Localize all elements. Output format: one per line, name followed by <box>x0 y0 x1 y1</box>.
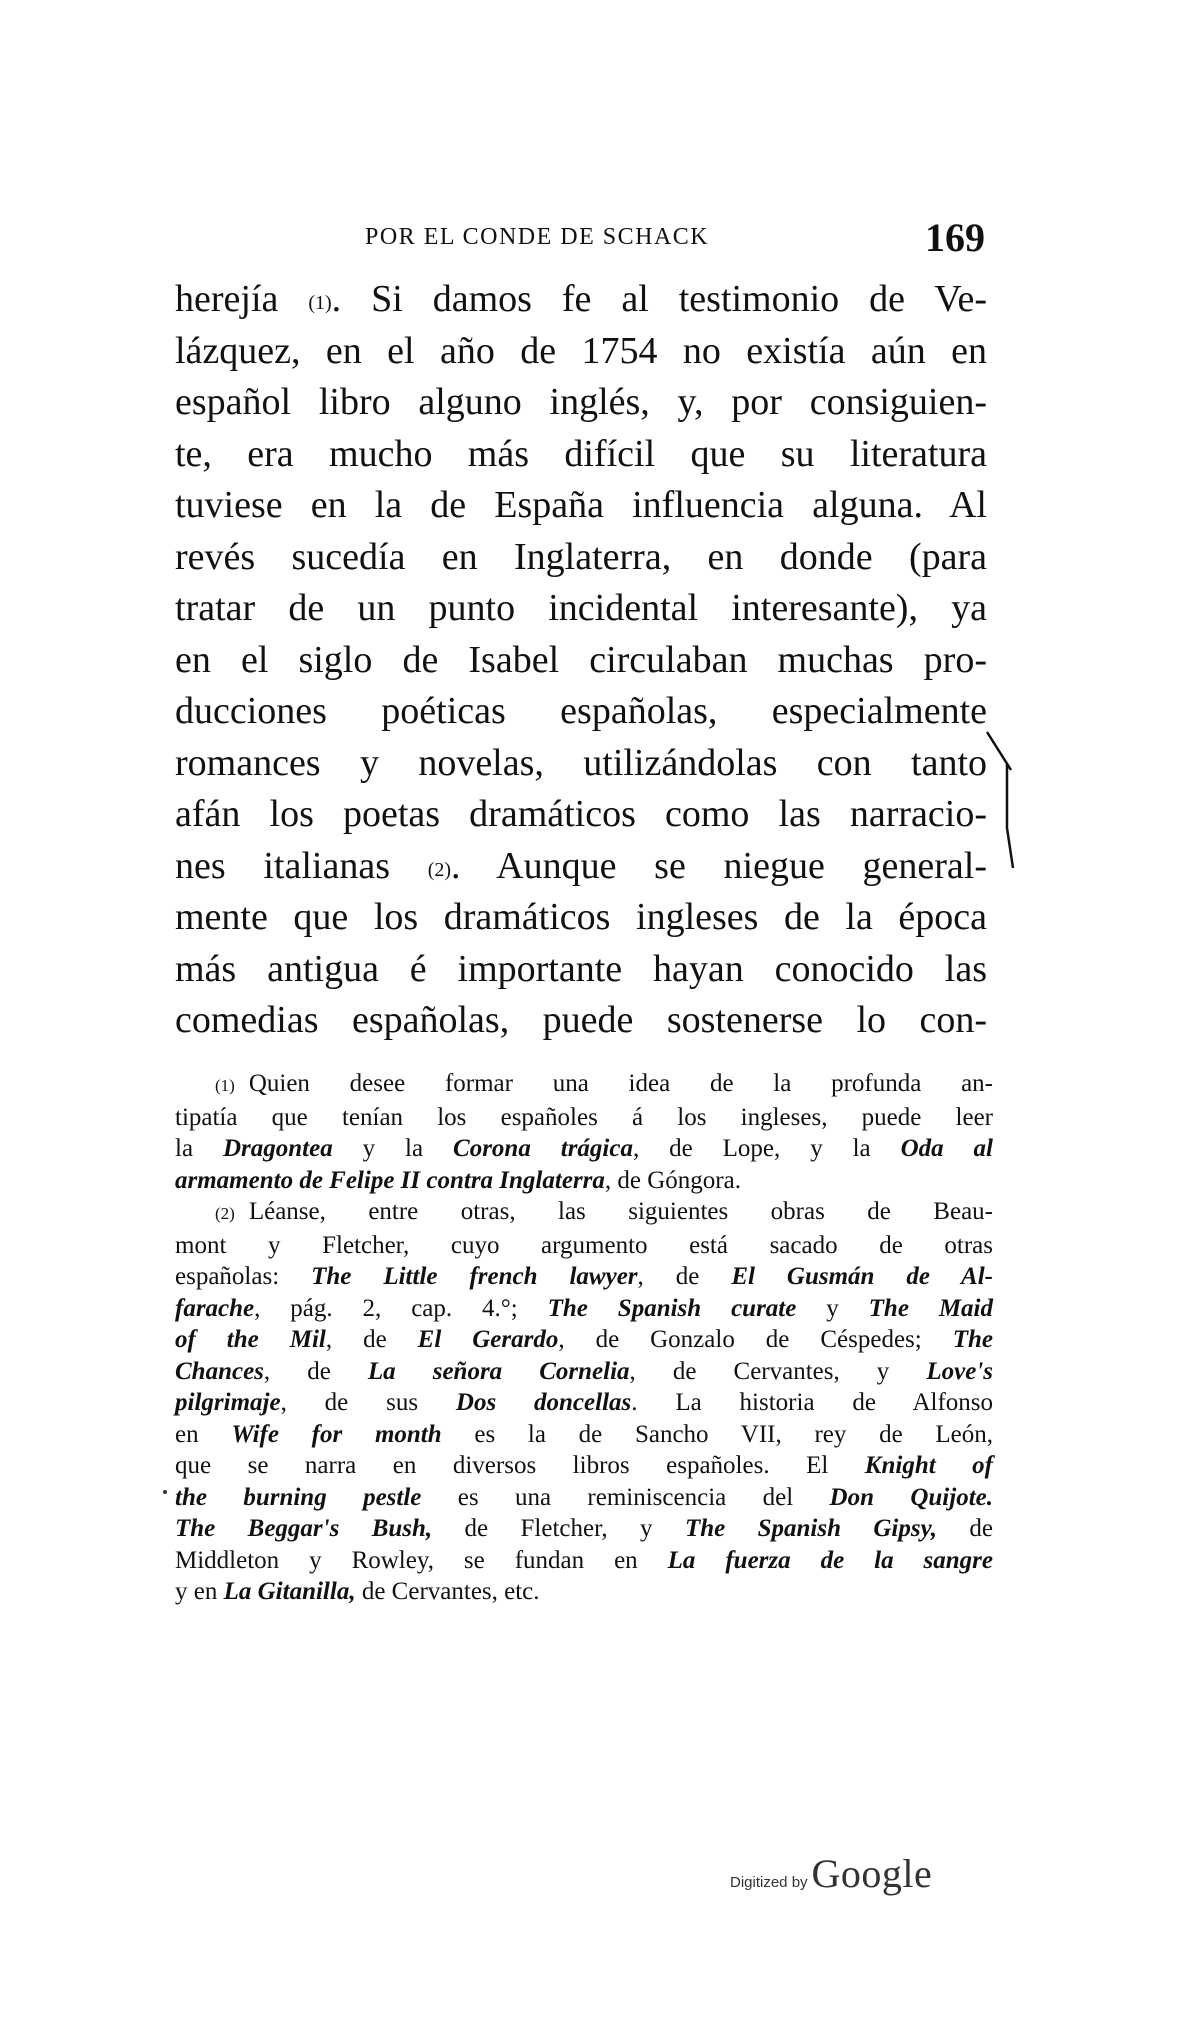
footnote-2-line: (2) Léanse, entre otras, las siguientes obras de Beau- <box>215 1198 993 1225</box>
work-title: Don Quijote. <box>829 1483 993 1511</box>
footnote-2-line: of the Mil, de El Gerardo, de Gonzalo de Céspedes; The <box>175 1326 993 1353</box>
work-title: La señora Cornelia <box>367 1357 630 1385</box>
footnote-2-line: pilgrimaje, de sus Dos doncellas. La historia de Alfonso <box>175 1389 993 1416</box>
text-line: revés sucedía en Inglaterra, en donde (para <box>175 535 987 578</box>
footnote-2-line: Chances, de La señora Cornelia, de Cervantes, y Love's <box>175 1357 993 1385</box>
work-title: The Maid <box>868 1294 993 1322</box>
text-line: ducciones poéticas españolas, especialmente <box>175 690 987 732</box>
page-number: 169 <box>925 215 985 260</box>
page-header <box>175 215 985 260</box>
footnote-1-line: (1) Quien desee formar una idea de la profunda an- <box>215 1070 993 1097</box>
google-logo: Google <box>811 1851 933 1896</box>
text-line: en el siglo de Isabel circulaban muchas pro- <box>175 638 987 681</box>
work-title: Knight of <box>864 1452 993 1479</box>
footnote-2-line: farache, pág. 2, cap. 4.°; The Spanish curate y The Maid <box>175 1294 993 1322</box>
digitized-by-google-watermark <box>730 1850 932 1897</box>
footnote-1-line: armamento de Felipe II contra Inglaterra, de Góngora. <box>175 1166 741 1194</box>
footnote-ref: (2) <box>427 858 452 881</box>
text-line: afán los poetas dramáticos como las narracio- <box>175 793 987 835</box>
footnote-2-line: The Beggar's Bush, de Fletcher, y The Spanish Gipsy, de <box>175 1515 993 1542</box>
work-title: The Spanish curate <box>547 1294 797 1322</box>
footnote-2-line: the burning pestle es una reminiscencia del Don Quijote. <box>175 1483 993 1511</box>
ink-dot-mark <box>163 1490 167 1494</box>
text-line: mente que los dramáticos ingleses de la época <box>175 896 987 938</box>
work-title: The <box>952 1326 993 1353</box>
work-title: La fuerza de la sangre <box>667 1546 993 1574</box>
work-title: The Beggar's Bush, <box>175 1515 433 1542</box>
footnote-2-line: españolas: The Little french lawyer, de El Gusmán de Al- <box>175 1263 993 1290</box>
text-line: comedias españolas, puede sostenerse lo con- <box>175 999 987 1041</box>
work-title: pilgrimaje <box>175 1389 281 1416</box>
text-line: lázquez, en el año de 1754 no existía aún en <box>175 329 987 372</box>
footnote-2-line: mont y Fletcher, cuyo argumento está sacado de otras <box>175 1231 993 1259</box>
text-line: herejía $^{(1)}$. Si damos fe al testimonio de Ve- <box>175 278 987 320</box>
footnote-2-line: que se narra en diversos libros españoles. El Knight of <box>175 1452 993 1479</box>
work-title: the burning pestle <box>175 1483 422 1511</box>
margin-bracket-mark <box>985 728 1015 893</box>
footnote-2-marker: (2) <box>215 1204 235 1223</box>
text-line: más antigua é importante hayan conocido las <box>175 947 987 990</box>
text-line: tuviese en la de España influencia alguna. Al <box>175 484 987 526</box>
work-title: Corona trágica <box>453 1135 633 1162</box>
footnote-2-line: Middleton y Rowley, se fundan en La fuerza de la sangre <box>175 1546 993 1574</box>
work-title: of the Mil <box>175 1326 326 1353</box>
text-line: español libro alguno inglés, y, por consiguien- <box>175 381 987 423</box>
footnote-1-line: tipatía que tenían los españoles á los ingleses, puede leer <box>175 1103 993 1131</box>
main-text <box>175 274 987 1047</box>
footnote-2-line: y en La Gitanilla, de Cervantes, etc. <box>175 1578 540 1605</box>
work-title: Dos doncellas <box>455 1389 632 1416</box>
text-line: te, era mucho más difícil que su literatura <box>175 432 987 475</box>
footnote-ref: (1) <box>308 292 332 314</box>
footnote-1-marker: (1) <box>215 1076 235 1095</box>
running-head: POR EL CONDE DE SCHACK <box>365 224 710 250</box>
text-line: tratar de un punto incidental interesante), ya <box>175 587 987 629</box>
work-title: El Gusmán de Al- <box>731 1263 993 1290</box>
work-title: El Gerardo <box>417 1326 559 1353</box>
work-title: The Little french lawyer <box>311 1263 638 1290</box>
work-title: The Spanish Gipsy, <box>684 1515 937 1542</box>
work-title: farache <box>175 1294 255 1322</box>
text-line: nes italianas $^{(2)}$. Aunque se niegue general- <box>175 844 987 887</box>
work-title: Chances <box>175 1357 264 1385</box>
work-title: Oda al <box>900 1135 993 1162</box>
work-title: armamento de Felipe II contra Inglaterra <box>175 1166 605 1194</box>
footnote-1-line: la Dragontea y la Corona trágica, de Lope, y la Oda al <box>175 1135 993 1162</box>
work-title: Dragontea <box>222 1135 333 1162</box>
footnote-2-line: en Wife for month es la de Sancho VII, rey de León, <box>175 1420 994 1448</box>
work-title: Wife for month <box>231 1420 442 1448</box>
digitized-by-label: Digitized by <box>730 1874 808 1891</box>
work-title: Love's <box>926 1357 993 1385</box>
text-line: romances y novelas, utilizándolas con tanto <box>175 741 987 784</box>
work-title: La Gitanilla, <box>223 1578 356 1605</box>
footnotes <box>175 1068 993 1608</box>
